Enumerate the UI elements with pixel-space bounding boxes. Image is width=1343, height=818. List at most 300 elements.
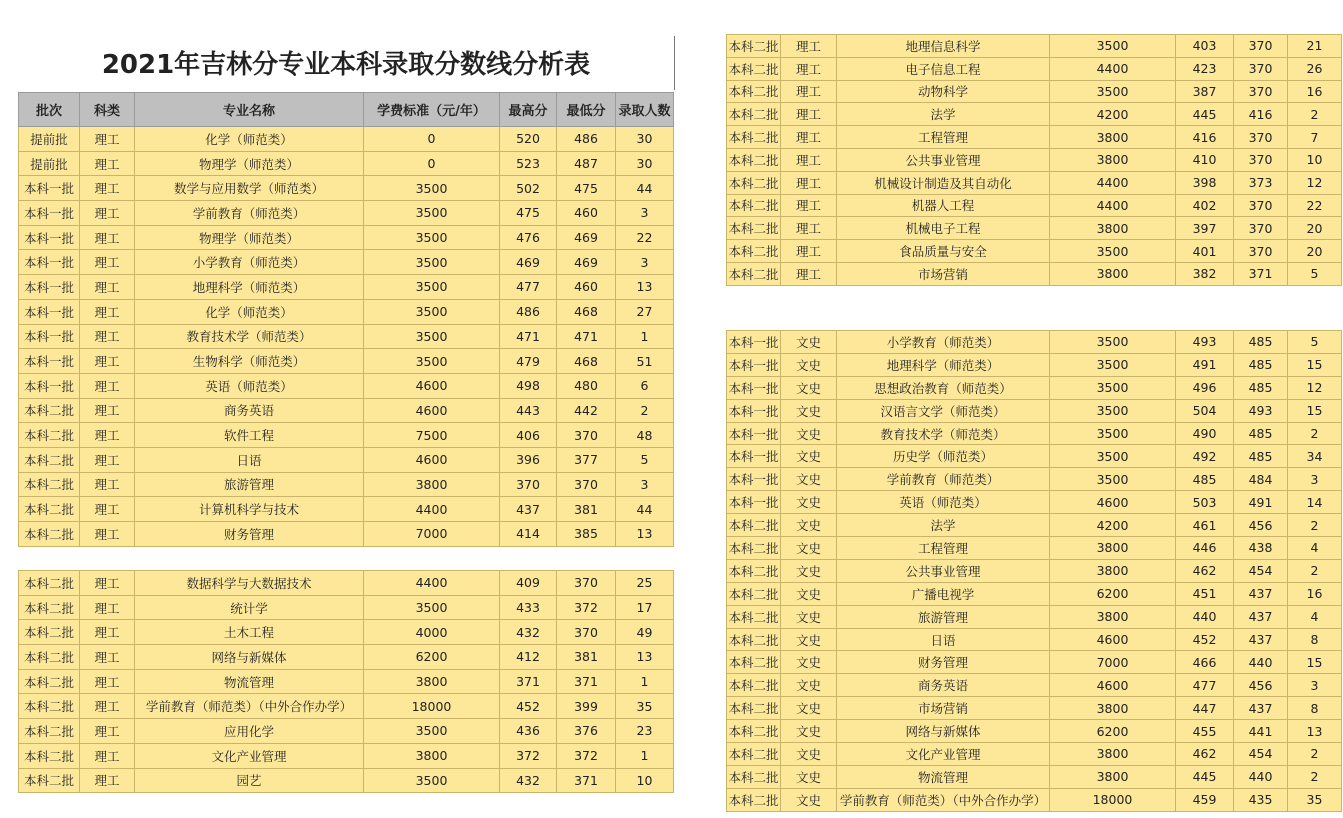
cell-max-score: 491 — [1176, 353, 1234, 376]
sheet-title-cell — [18, 36, 675, 90]
cell-category: 理工 — [80, 768, 135, 793]
cell-min-score: 456 — [1234, 674, 1288, 697]
header-tuition: 学费标准（元/年） — [364, 93, 500, 127]
cell-tuition: 3500 — [1050, 353, 1176, 376]
cell-batch: 本科二批 — [727, 765, 781, 788]
cell-min-score: 437 — [1234, 582, 1288, 605]
cell-min-score: 371 — [557, 669, 616, 694]
cell-batch: 本科一批 — [727, 376, 781, 399]
table-row — [19, 447, 674, 472]
cell-batch: 本科二批 — [727, 605, 781, 628]
table-row — [727, 628, 1342, 651]
table-row — [727, 788, 1342, 811]
cell-max-score: 445 — [1176, 103, 1234, 126]
cell-category: 文史 — [781, 765, 837, 788]
cell-category: 理工 — [781, 194, 837, 217]
cell-min-score: 437 — [1234, 605, 1288, 628]
cell-min-score: 385 — [557, 522, 616, 547]
cell-max-score: 371 — [500, 669, 557, 694]
table-row — [727, 80, 1342, 103]
cell-max-score: 486 — [500, 299, 557, 324]
cell-tuition: 7000 — [364, 522, 500, 547]
cell-enrolled: 16 — [1288, 582, 1342, 605]
cell-major: 法学 — [837, 514, 1050, 537]
cell-max-score: 443 — [500, 398, 557, 423]
cell-min-score: 485 — [1234, 445, 1288, 468]
cell-category: 文史 — [781, 376, 837, 399]
table-row — [19, 595, 674, 620]
cell-max-score: 423 — [1176, 57, 1234, 80]
cell-batch: 本科一批 — [19, 225, 80, 250]
cell-major: 教育技术学（师范类） — [837, 422, 1050, 445]
cell-tuition: 3800 — [1050, 605, 1176, 628]
cell-major: 地理科学（师范类） — [135, 275, 364, 300]
cell-major: 地理科学（师范类） — [837, 353, 1050, 376]
table-row — [727, 765, 1342, 788]
cell-batch: 本科二批 — [727, 559, 781, 582]
cell-max-score: 451 — [1176, 582, 1234, 605]
cell-tuition: 4600 — [1050, 491, 1176, 514]
cell-min-score: 370 — [557, 472, 616, 497]
cell-enrolled: 3 — [616, 250, 674, 275]
cell-batch: 本科二批 — [727, 148, 781, 171]
cell-major: 计算机科学与技术 — [135, 497, 364, 522]
header-min-score: 最低分 — [557, 93, 616, 127]
cell-max-score: 437 — [500, 497, 557, 522]
cell-max-score: 372 — [500, 743, 557, 768]
cell-enrolled: 2 — [1288, 559, 1342, 582]
cell-min-score: 468 — [557, 299, 616, 324]
table-row — [19, 719, 674, 744]
cell-min-score: 377 — [557, 447, 616, 472]
cell-batch: 本科二批 — [19, 497, 80, 522]
cell-category: 理工 — [80, 250, 135, 275]
cell-tuition: 6200 — [364, 645, 500, 670]
cell-tuition: 18000 — [364, 694, 500, 719]
cell-major: 小学教育（师范类） — [135, 250, 364, 275]
table-row — [19, 645, 674, 670]
cell-min-score: 399 — [557, 694, 616, 719]
cell-batch: 本科一批 — [19, 324, 80, 349]
cell-max-score: 433 — [500, 595, 557, 620]
table-body-4 — [727, 331, 1342, 812]
cell-major: 学前教育（师范类） — [837, 468, 1050, 491]
cell-batch: 本科二批 — [19, 669, 80, 694]
cell-category: 文史 — [781, 445, 837, 468]
cell-batch: 本科二批 — [19, 719, 80, 744]
cell-max-score: 452 — [1176, 628, 1234, 651]
cell-major: 教育技术学（师范类） — [135, 324, 364, 349]
cell-batch: 本科二批 — [727, 240, 781, 263]
admission-table-4 — [726, 330, 1342, 812]
cell-enrolled: 26 — [1288, 57, 1342, 80]
cell-max-score: 414 — [500, 522, 557, 547]
cell-enrolled: 1 — [616, 743, 674, 768]
cell-category: 文史 — [781, 605, 837, 628]
table-row — [727, 103, 1342, 126]
cell-major: 园艺 — [135, 768, 364, 793]
cell-category: 理工 — [80, 743, 135, 768]
cell-max-score: 412 — [500, 645, 557, 670]
cell-max-score: 436 — [500, 719, 557, 744]
cell-major: 历史学（师范类） — [837, 445, 1050, 468]
cell-max-score: 459 — [1176, 788, 1234, 811]
cell-enrolled: 1 — [616, 324, 674, 349]
table-row — [19, 176, 674, 201]
table-row — [19, 225, 674, 250]
cell-category: 文史 — [781, 582, 837, 605]
cell-min-score: 373 — [1234, 171, 1288, 194]
cell-tuition: 3500 — [1050, 331, 1176, 354]
table-block-3 — [726, 34, 1342, 286]
cell-enrolled: 2 — [1288, 765, 1342, 788]
cell-min-score: 370 — [1234, 240, 1288, 263]
cell-category: 文史 — [781, 422, 837, 445]
cell-max-score: 440 — [1176, 605, 1234, 628]
cell-enrolled: 5 — [1288, 262, 1342, 285]
cell-min-score: 456 — [1234, 514, 1288, 537]
table-row — [727, 743, 1342, 766]
cell-category: 理工 — [80, 299, 135, 324]
cell-batch: 本科一批 — [19, 349, 80, 374]
admission-table-2 — [18, 570, 674, 793]
cell-tuition: 3500 — [364, 201, 500, 226]
table-block-2 — [18, 570, 674, 793]
cell-category: 理工 — [80, 595, 135, 620]
cell-min-score: 370 — [557, 571, 616, 596]
table-row — [19, 299, 674, 324]
cell-major: 广播电视学 — [837, 582, 1050, 605]
cell-batch: 本科一批 — [19, 299, 80, 324]
cell-category: 理工 — [781, 217, 837, 240]
cell-tuition: 3500 — [1050, 468, 1176, 491]
cell-tuition: 3800 — [1050, 743, 1176, 766]
cell-max-score: 485 — [1176, 468, 1234, 491]
cell-major: 财务管理 — [135, 522, 364, 547]
cell-min-score: 491 — [1234, 491, 1288, 514]
cell-tuition: 3500 — [1050, 399, 1176, 422]
cell-batch: 本科二批 — [727, 126, 781, 149]
cell-tuition: 3500 — [364, 299, 500, 324]
cell-enrolled: 2 — [1288, 422, 1342, 445]
cell-batch: 提前批 — [19, 127, 80, 152]
cell-major: 土木工程 — [135, 620, 364, 645]
cell-tuition: 4600 — [364, 447, 500, 472]
cell-batch: 本科二批 — [727, 537, 781, 560]
cell-max-score: 469 — [500, 250, 557, 275]
cell-min-score: 370 — [1234, 126, 1288, 149]
cell-enrolled: 48 — [616, 423, 674, 448]
cell-batch: 本科二批 — [727, 743, 781, 766]
cell-tuition: 3800 — [1050, 537, 1176, 560]
cell-min-score: 370 — [1234, 148, 1288, 171]
header-major: 专业名称 — [135, 93, 364, 127]
cell-batch: 本科一批 — [19, 176, 80, 201]
cell-tuition: 4600 — [364, 373, 500, 398]
cell-max-score: 396 — [500, 447, 557, 472]
cell-min-score: 460 — [557, 201, 616, 226]
table-row — [19, 349, 674, 374]
cell-max-score: 496 — [1176, 376, 1234, 399]
cell-enrolled: 44 — [616, 497, 674, 522]
cell-category: 文史 — [781, 788, 837, 811]
cell-major: 机械设计制造及其自动化 — [837, 171, 1050, 194]
cell-tuition: 7000 — [1050, 651, 1176, 674]
cell-min-score: 440 — [1234, 651, 1288, 674]
cell-major: 文化产业管理 — [135, 743, 364, 768]
cell-category: 文史 — [781, 514, 837, 537]
cell-enrolled: 2 — [1288, 514, 1342, 537]
cell-tuition: 4400 — [1050, 171, 1176, 194]
cell-batch: 本科二批 — [19, 398, 80, 423]
cell-batch: 本科一批 — [19, 275, 80, 300]
cell-category: 理工 — [80, 423, 135, 448]
cell-major: 市场营销 — [837, 697, 1050, 720]
cell-enrolled: 2 — [1288, 103, 1342, 126]
cell-category: 理工 — [781, 126, 837, 149]
cell-tuition: 4400 — [364, 497, 500, 522]
cell-enrolled: 13 — [1288, 720, 1342, 743]
cell-enrolled: 2 — [1288, 743, 1342, 766]
cell-tuition: 3800 — [364, 743, 500, 768]
cell-batch: 本科二批 — [19, 743, 80, 768]
cell-tuition: 0 — [364, 151, 500, 176]
cell-min-score: 442 — [557, 398, 616, 423]
cell-max-score: 455 — [1176, 720, 1234, 743]
cell-major: 日语 — [135, 447, 364, 472]
cell-enrolled: 7 — [1288, 126, 1342, 149]
cell-min-score: 484 — [1234, 468, 1288, 491]
cell-max-score: 479 — [500, 349, 557, 374]
cell-category: 理工 — [80, 645, 135, 670]
table-row — [727, 697, 1342, 720]
table-row — [19, 472, 674, 497]
cell-major: 动物科学 — [837, 80, 1050, 103]
cell-max-score: 476 — [500, 225, 557, 250]
cell-batch: 本科二批 — [727, 674, 781, 697]
table-block-1 — [18, 92, 674, 547]
cell-category: 理工 — [80, 571, 135, 596]
cell-major: 公共事业管理 — [837, 559, 1050, 582]
table-row — [727, 674, 1342, 697]
cell-min-score: 370 — [1234, 194, 1288, 217]
cell-min-score: 371 — [1234, 262, 1288, 285]
table-row — [19, 373, 674, 398]
table-body-2 — [19, 571, 674, 793]
cell-batch: 本科二批 — [727, 57, 781, 80]
cell-tuition: 4600 — [1050, 674, 1176, 697]
cell-max-score: 447 — [1176, 697, 1234, 720]
cell-major: 文化产业管理 — [837, 743, 1050, 766]
table-row — [727, 468, 1342, 491]
cell-category: 理工 — [781, 171, 837, 194]
cell-tuition: 6200 — [1050, 720, 1176, 743]
table-row — [19, 497, 674, 522]
cell-max-score: 445 — [1176, 765, 1234, 788]
cell-enrolled: 17 — [616, 595, 674, 620]
cell-enrolled: 3 — [1288, 674, 1342, 697]
cell-major: 软件工程 — [135, 423, 364, 448]
cell-max-score: 461 — [1176, 514, 1234, 537]
cell-batch: 本科二批 — [727, 651, 781, 674]
cell-batch: 本科二批 — [727, 788, 781, 811]
cell-enrolled: 14 — [1288, 491, 1342, 514]
cell-batch: 本科二批 — [727, 262, 781, 285]
cell-category: 理工 — [80, 151, 135, 176]
cell-major: 思想政治教育（师范类） — [837, 376, 1050, 399]
table-row — [19, 669, 674, 694]
cell-category: 文史 — [781, 674, 837, 697]
cell-major: 公共事业管理 — [837, 148, 1050, 171]
cell-min-score: 381 — [557, 497, 616, 522]
table-row — [19, 694, 674, 719]
cell-min-score: 471 — [557, 324, 616, 349]
cell-min-score: 370 — [1234, 35, 1288, 58]
cell-tuition: 3800 — [364, 669, 500, 694]
cell-tuition: 3500 — [1050, 80, 1176, 103]
table-body-3 — [727, 35, 1342, 286]
cell-category: 理工 — [80, 201, 135, 226]
cell-max-score: 382 — [1176, 262, 1234, 285]
cell-enrolled: 21 — [1288, 35, 1342, 58]
cell-category: 理工 — [80, 176, 135, 201]
cell-tuition: 4600 — [1050, 628, 1176, 651]
table-row — [727, 605, 1342, 628]
cell-major: 小学教育（师范类） — [837, 331, 1050, 354]
cell-category: 理工 — [80, 373, 135, 398]
cell-major: 英语（师范类） — [837, 491, 1050, 514]
cell-batch: 提前批 — [19, 151, 80, 176]
cell-category: 理工 — [781, 80, 837, 103]
cell-batch: 本科二批 — [727, 628, 781, 651]
table-row — [19, 201, 674, 226]
cell-enrolled: 10 — [1288, 148, 1342, 171]
cell-enrolled: 1 — [616, 669, 674, 694]
cell-category: 理工 — [781, 240, 837, 263]
cell-enrolled: 35 — [616, 694, 674, 719]
cell-max-score: 402 — [1176, 194, 1234, 217]
cell-batch: 本科二批 — [727, 217, 781, 240]
cell-batch: 本科一批 — [19, 373, 80, 398]
cell-major: 商务英语 — [135, 398, 364, 423]
cell-min-score: 416 — [1234, 103, 1288, 126]
cell-min-score: 480 — [557, 373, 616, 398]
cell-tuition: 4200 — [1050, 103, 1176, 126]
cell-max-score: 477 — [1176, 674, 1234, 697]
cell-min-score: 435 — [1234, 788, 1288, 811]
cell-enrolled: 2 — [616, 398, 674, 423]
table-row — [727, 651, 1342, 674]
cell-batch: 本科二批 — [727, 514, 781, 537]
cell-enrolled: 3 — [616, 201, 674, 226]
cell-enrolled: 20 — [1288, 240, 1342, 263]
cell-category: 文史 — [781, 537, 837, 560]
cell-category: 理工 — [80, 275, 135, 300]
table-row — [727, 559, 1342, 582]
cell-major: 应用化学 — [135, 719, 364, 744]
cell-enrolled: 22 — [616, 225, 674, 250]
header-max-score: 最高分 — [500, 93, 557, 127]
cell-tuition: 3500 — [364, 275, 500, 300]
table-row — [19, 275, 674, 300]
cell-min-score: 376 — [557, 719, 616, 744]
header-category: 科类 — [80, 93, 135, 127]
cell-min-score: 441 — [1234, 720, 1288, 743]
cell-min-score: 454 — [1234, 743, 1288, 766]
cell-batch: 本科一批 — [727, 399, 781, 422]
cell-tuition: 4600 — [364, 398, 500, 423]
cell-major: 网络与新媒体 — [837, 720, 1050, 743]
table-row — [727, 217, 1342, 240]
cell-tuition: 3500 — [364, 250, 500, 275]
cell-batch: 本科一批 — [727, 468, 781, 491]
cell-category: 理工 — [80, 324, 135, 349]
cell-major: 汉语言文学（师范类） — [837, 399, 1050, 422]
cell-category: 理工 — [80, 398, 135, 423]
cell-max-score: 416 — [1176, 126, 1234, 149]
cell-tuition: 3800 — [1050, 148, 1176, 171]
cell-batch: 本科二批 — [19, 768, 80, 793]
cell-category: 理工 — [781, 103, 837, 126]
cell-max-score: 492 — [1176, 445, 1234, 468]
cell-min-score: 370 — [557, 423, 616, 448]
table-row — [727, 353, 1342, 376]
table-row — [19, 127, 674, 152]
table-row — [727, 126, 1342, 149]
cell-batch: 本科一批 — [727, 422, 781, 445]
cell-enrolled: 30 — [616, 127, 674, 152]
cell-enrolled: 13 — [616, 645, 674, 670]
cell-category: 文史 — [781, 697, 837, 720]
header-enrolled: 录取人数 — [616, 93, 674, 127]
table-row — [19, 398, 674, 423]
cell-tuition: 4400 — [1050, 57, 1176, 80]
cell-max-score: 466 — [1176, 651, 1234, 674]
cell-tuition: 3500 — [364, 349, 500, 374]
cell-enrolled: 5 — [1288, 331, 1342, 354]
table-row — [727, 720, 1342, 743]
cell-tuition: 3500 — [364, 176, 500, 201]
cell-min-score: 370 — [1234, 217, 1288, 240]
table-row — [727, 537, 1342, 560]
cell-min-score: 371 — [557, 768, 616, 793]
cell-max-score: 398 — [1176, 171, 1234, 194]
cell-major: 英语（师范类） — [135, 373, 364, 398]
cell-max-score: 410 — [1176, 148, 1234, 171]
cell-enrolled: 23 — [616, 719, 674, 744]
cell-max-score: 493 — [1176, 331, 1234, 354]
cell-enrolled: 4 — [1288, 605, 1342, 628]
cell-enrolled: 15 — [1288, 651, 1342, 674]
cell-max-score: 370 — [500, 472, 557, 497]
cell-max-score: 490 — [1176, 422, 1234, 445]
cell-tuition: 3500 — [364, 595, 500, 620]
cell-min-score: 437 — [1234, 628, 1288, 651]
table-block-4 — [726, 330, 1342, 812]
cell-major: 学前教育（师范类） — [135, 201, 364, 226]
cell-batch: 本科二批 — [19, 620, 80, 645]
cell-min-score: 468 — [557, 349, 616, 374]
cell-major: 数据科学与大数据技术 — [135, 571, 364, 596]
cell-min-score: 372 — [557, 595, 616, 620]
cell-tuition: 3500 — [1050, 376, 1176, 399]
cell-tuition: 3500 — [1050, 35, 1176, 58]
table-row — [19, 743, 674, 768]
table-row — [727, 262, 1342, 285]
cell-tuition: 3800 — [1050, 559, 1176, 582]
table-row — [727, 399, 1342, 422]
cell-category: 理工 — [80, 472, 135, 497]
